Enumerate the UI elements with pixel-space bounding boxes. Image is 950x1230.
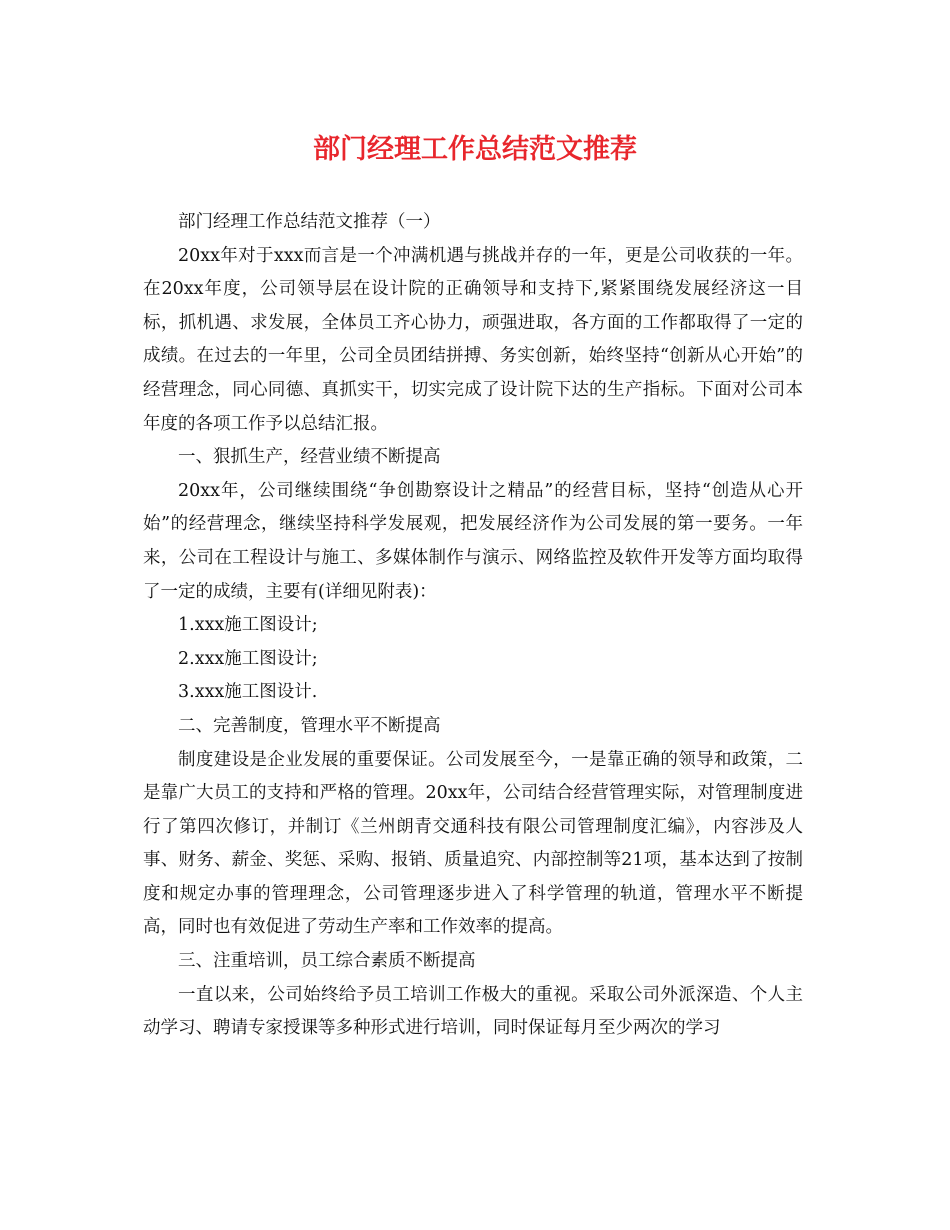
intro-paragraph: 20xx年对于xxx而言是一个冲满机遇与挑战并存的一年，更是公司收获的一年。在20xx年度，公司领导层在设计院的正确领导和支持下,紧紧围绕发展经济这一目标，抓机遇、求发展，全体员工齐心协力，顽强进取，各方面的工作都取得了一定的成绩。在过去的一年里，公司全员团结拼搏、务实创新，始终坚持“创新从心开始”的经营理念，同心同德、真抓实干，切实完成了设计院下达的生产指标。下面对公司本年度的各项工作予以总结汇报。: [143, 245, 803, 434]
training-paragraph: 一直以来，公司始终给予员工培训工作极大的重视。采取公司外派深造、个人主动学习、聘请专家授课等多种形式进行培训，同时保证每月至少两次的学习: [143, 984, 803, 1039]
section-heading-one: 部门经理工作总结范文推荐（一）: [178, 212, 441, 232]
heading-system: 二、完善制度，管理水平不断提高: [178, 715, 441, 736]
heading-training: 三、注重培训，员工综合素质不断提高: [178, 951, 476, 972]
list-item: 1.xxx施工图设计;: [178, 615, 318, 636]
list-item: 2.xxx施工图设计;: [178, 648, 318, 669]
system-paragraph: 制度建设是企业发展的重要保证。公司发展至今，一是靠正确的领导和政策，二是靠广大员工的支持和严格的管理。20xx年，公司结合经营管理实际，对管理制度进行了第四次修订，并制订《兰州朗青交通科技有限公司管理制度汇编》，内容涉及人事、财务、薪金、奖惩、采购、报销、质量追究、内部控制等21项，基本达到了按制度和规定办事的管理理念，公司管理逐步进入了科学管理的轨道，管理水平不断提高，同时也有效促进了劳动生产率和工作效率的提高。: [143, 749, 803, 938]
document-body: [143, 206, 803, 1046]
heading-production: 一、狠抓生产，经营业绩不断提高: [178, 447, 441, 468]
production-paragraph: 20xx年，公司继续围绕“争创勘察设计之精品”的经营目标，坚持“创造从心开始”的经营理念，继续坚持科学发展观，把发展经济作为公司发展的第一要务。一年来，公司在工程设计与施工、多媒体制作与演示、网络监控及软件开发等方面均取得了一定的成绩，主要有(详细见附表)：: [143, 480, 803, 602]
document-title: 部门经理工作总结范文推荐: [313, 134, 637, 165]
list-item: 3.xxx施工图设计.: [178, 682, 318, 703]
